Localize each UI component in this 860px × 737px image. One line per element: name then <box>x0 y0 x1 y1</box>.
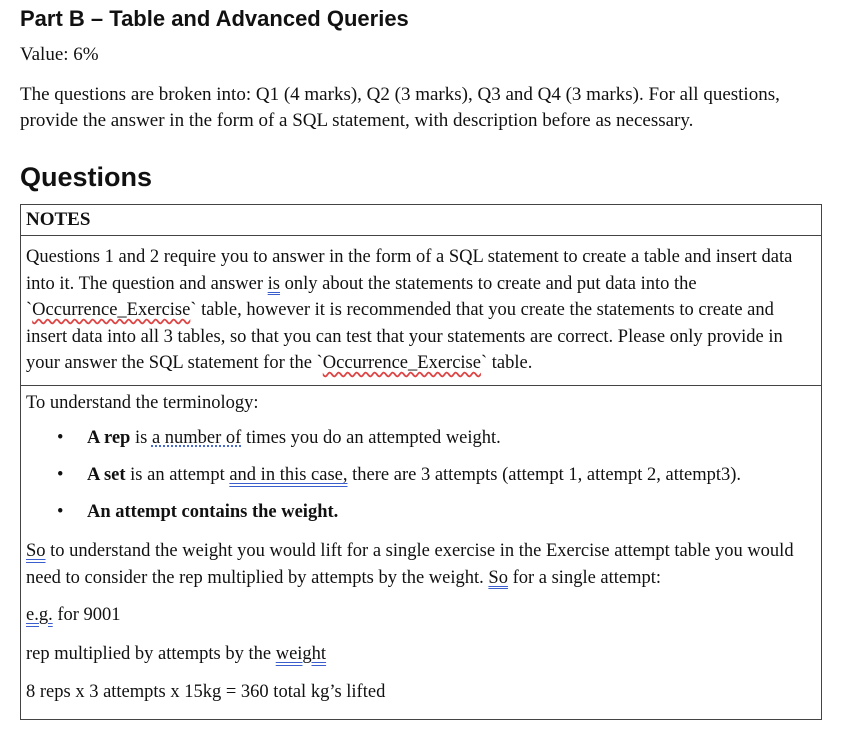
para1-is: is <box>267 273 280 294</box>
bullet-set-text: A set is an attempt and in this case, there are 3 attempts (attempt 1, attempt 2, attempt3). <box>87 465 742 485</box>
occurrence-exercise-term-2: Occurrence_Exercise <box>322 353 481 373</box>
bullet-dot-icon: • <box>57 428 64 448</box>
para1-text-a: Questions 1 and 2 require you to answer in the form of a SQL statement to create a table and insert data into it. The question and answer <box>26 247 793 294</box>
notes-sql-paragraph <box>26 244 818 377</box>
terminology-intro: To understand the terminology: <box>26 393 259 413</box>
para1-text-b: only about the statements to create and put data into the ` <box>26 273 697 320</box>
notes-header-row <box>21 205 821 236</box>
bullet-dot-icon: • <box>57 502 64 522</box>
notes-row-sql <box>21 236 821 386</box>
notes-table <box>20 204 822 720</box>
para1-text-c: ` table, however it is recommended that you create the statements to create and insert data into all 3 tables, so that you can test that your statements are correct. Please only provide in your answer the SQL statement for the ` <box>26 300 783 373</box>
total-line: 8 reps x 3 attempts x 15kg = 360 total kg’s lifted <box>26 682 386 702</box>
para1-text-d: ` table. <box>480 353 533 373</box>
weight-explanation-paragraph: So to understand the weight you would lift for a single exercise in the Exercise attempt table you would need to consider the rep multiplied by attempts by the weight. So for a single attempt: <box>26 541 794 588</box>
page-title: Part B – Table and Advanced Queries <box>20 6 409 31</box>
bullet-attempt-text: An attempt contains the weight. <box>87 502 339 522</box>
rep-formula-line: rep multiplied by attempts by the weight <box>26 644 327 664</box>
notes-row-terminology <box>21 386 821 721</box>
occurrence-exercise-term-1: Occurrence_Exercise <box>32 300 191 320</box>
intro-paragraph: The questions are broken into: Q1 (4 marks), Q2 (3 marks), Q3 and Q4 (3 marks). For all questions, provide the answer in the form of a SQL statement, with description before as necessary. <box>20 84 780 131</box>
example-line: e.g. for 9001 <box>26 605 121 625</box>
bullet-rep-text: A rep is a number of times you do an attempted weight. <box>87 428 501 448</box>
bullet-dot-icon: • <box>57 465 64 485</box>
notes-title: NOTES <box>26 209 91 230</box>
value-text: Value: 6% <box>20 44 99 65</box>
questions-heading: Questions <box>20 162 153 192</box>
